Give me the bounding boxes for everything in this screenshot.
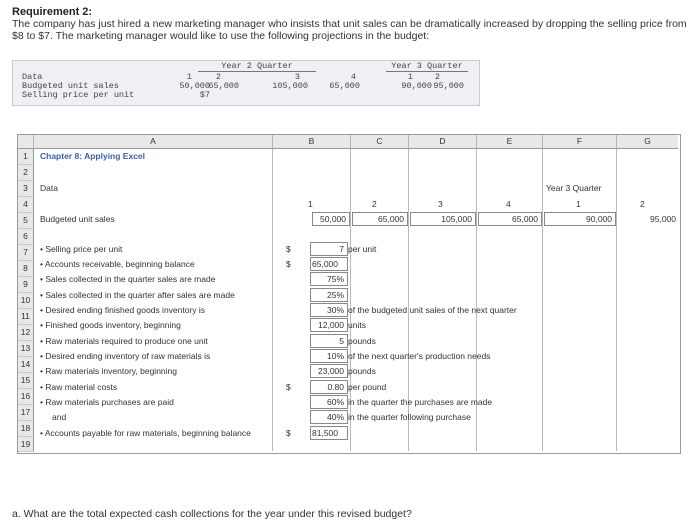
row-header[interactable]: 14 [18,357,34,373]
row-header[interactable]: 8 [18,261,34,277]
requirement-body: The company has just hired a new marketing manager who insists that unit sales can be dramatically increased by dropping the selling price from $8 to $7. The marketing manager would like to use the following projections in the budget: [12,18,687,42]
column-header-c[interactable]: C [351,135,409,149]
item-value: 75% [326,274,344,284]
item-label: • Accounts payable for raw materials, beginning balance [40,428,251,438]
column-header-d[interactable]: D [409,135,477,149]
input-cell[interactable] [310,288,348,302]
quarter-header: 1 [186,72,192,82]
item-value: 10% [326,351,344,361]
row-header[interactable]: 18 [18,421,34,437]
item-value: 25% [326,290,344,300]
item-value: 65,000 [312,259,338,269]
year3-cell: Year 3 Quarter [546,183,602,193]
column-header-e[interactable]: E [477,135,543,149]
item-label: • Desired ending finished goods inventory is [40,305,206,315]
unit-sales-value: 105,000 [272,81,308,91]
row-header[interactable]: 1 [18,149,34,165]
item-note: in the quarter following purchase [348,412,471,422]
currency-symbol: $ [286,259,291,269]
row-header[interactable]: 6 [18,229,34,245]
row-header[interactable]: 5 [18,213,34,229]
item-label: • Selling price per unit [40,244,123,254]
input-cell[interactable] [310,242,348,256]
gridline [542,149,543,451]
item-label: • Raw material costs [40,382,118,392]
row-header[interactable]: 10 [18,293,34,309]
row-header[interactable]: 13 [18,341,34,357]
item-value: 0.80 [327,382,344,392]
input-cell[interactable] [310,426,348,440]
item-value: 12,000 [318,320,344,330]
item-value: 5 [339,336,344,346]
data-label: Data [22,72,43,82]
budgeted-value: 65,000 [378,214,404,224]
quarter-header: 3 [294,72,300,82]
item-value: 60% [326,397,344,407]
item-label: • Sales collected in the quarter after sales are made [40,290,235,300]
input-cell[interactable] [310,272,348,286]
currency-symbol: $ [286,382,291,392]
item-note: units [348,320,366,330]
budgeted-value: 50,000 [320,214,346,224]
item-note: per unit [348,244,377,254]
input-cell[interactable] [310,364,348,378]
item-note: pounds [348,336,376,346]
budgeted-label: Budgeted unit sales [22,81,119,91]
quarter-cell: 1 [308,199,313,209]
unit-sales-value: 90,000 [401,81,432,91]
item-label: • Sales collected in the quarter sales are made [40,274,216,284]
row-header[interactable]: 7 [18,245,34,261]
row-header[interactable]: 9 [18,277,34,293]
quarter-cell: 1 [576,199,581,209]
unit-sales-value: 65,000 [208,81,239,91]
input-cell[interactable] [310,410,348,424]
item-value: 81,500 [312,428,338,438]
quarter-cell: 2 [372,199,377,209]
column-header-b[interactable]: B [273,135,351,149]
item-label: • Desired ending inventory of raw materials is [40,351,211,361]
unit-sales-value: 95,000 [433,81,464,91]
question-text: a. What are the total expected cash collections for the year under this revised budget? [12,508,412,520]
row-header[interactable]: 17 [18,405,34,421]
unit-sales-value: 50,000 [179,81,210,91]
item-value: 7 [339,244,344,254]
item-note: of the budgeted unit sales of the next quarter [348,305,517,315]
quarter-header: 2 [215,72,221,82]
item-label: • Raw materials inventory, beginning [40,366,177,376]
row-header[interactable]: 2 [18,165,34,181]
budgeted-value: 65,000 [512,214,538,224]
item-note: in the quarter the purchases are made [348,397,493,407]
row-header[interactable]: 4 [18,197,34,213]
item-value: 40% [326,412,344,422]
row-header[interactable]: 19 [18,437,34,452]
sheet-corner [18,135,34,149]
column-header-a[interactable]: A [34,135,273,149]
item-value: 30% [326,305,344,315]
budgeted-value: 95,000 [650,214,676,224]
row-header[interactable]: 12 [18,325,34,341]
input-cell[interactable] [310,257,348,271]
input-cell[interactable] [310,349,348,363]
quarter-header: 2 [434,72,440,82]
quarter-cell: 4 [506,199,511,209]
budgeted-value: 90,000 [586,214,612,224]
budgeted-label-cell: Budgeted unit sales [40,214,115,224]
item-label: • Accounts receivable, beginning balance [40,259,195,269]
gridline [616,149,617,451]
item-note: per pound [348,382,387,392]
data-cell: Data [40,183,58,193]
row-header[interactable]: 11 [18,309,34,325]
input-cell[interactable] [310,318,348,332]
row-header[interactable]: 3 [18,181,34,197]
item-label: • Raw materials required to produce one unit [40,336,208,346]
row-header[interactable]: 16 [18,389,34,405]
price-value: $7 [199,90,210,100]
item-note: of the next quarter's production needs [348,351,491,361]
budgeted-value: 105,000 [441,214,472,224]
item-label: • Finished goods inventory, beginning [40,320,181,330]
quarter-cell: 3 [438,199,443,209]
input-cell[interactable] [310,395,348,409]
input-cell[interactable] [310,334,348,348]
currency-symbol: $ [286,428,291,438]
currency-symbol: $ [286,244,291,254]
input-cell[interactable] [310,303,348,317]
requirement-title: Requirement 2: [12,6,93,18]
column-header-g[interactable]: G [617,135,678,149]
gridline [272,149,273,451]
column-header-f[interactable]: F [543,135,617,149]
unit-sales-value: 65,000 [329,81,360,91]
item-note: pounds [348,366,376,376]
year3-header: Year 3 Quarter [386,61,468,72]
price-label: Selling price per unit [22,90,135,100]
item-label: and [52,412,67,422]
quarter-header: 1 [407,72,413,82]
quarter-header: 4 [350,72,356,82]
sheet-title: Chapter 8: Applying Excel [40,151,146,161]
row-header[interactable]: 15 [18,373,34,389]
item-label: • Raw materials purchases are paid [40,397,174,407]
input-cell[interactable] [310,380,348,394]
item-value: 23,000 [318,366,344,376]
year2-header: Year 2 Quarter [198,61,316,72]
quarter-cell: 2 [640,199,645,209]
